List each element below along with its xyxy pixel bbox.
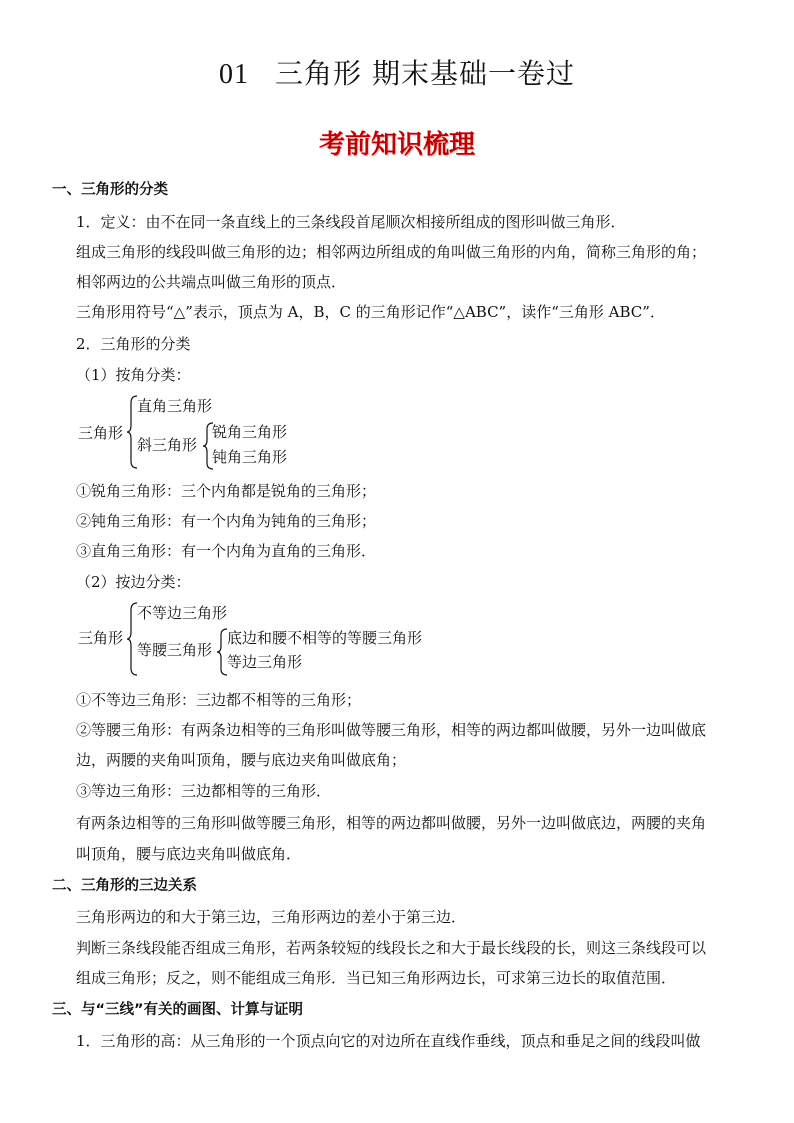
paragraph-line: 三角形两边的和大于第三边，三角形两边的差小于第三边．	[76, 908, 467, 926]
paragraph-line: 2．三角形的分类	[76, 335, 191, 353]
paragraph-line: （1）按角分类：	[76, 366, 191, 384]
tree-leaf-label: 锐角三角形	[212, 423, 288, 441]
title-number: 01	[219, 59, 250, 90]
paragraph-line: 相邻两边的公共端点叫做三角形的顶点．	[76, 273, 347, 291]
section-heading-classification: 一、三角形的分类	[52, 182, 168, 198]
side-note: ②等腰三角形：有两条边相等的三角形叫做等腰三角形，相等的两边都叫做腰，另外一边叫做底	[76, 721, 707, 739]
tree-node-label: 等腰三角形	[137, 641, 213, 659]
tree-node-label: 不等边三角形	[137, 604, 228, 622]
angle-note: ③直角三角形：有一个内角为直角的三角形．	[76, 542, 377, 560]
paragraph-line: 组成三角形的线段叫做三角形的边；相邻两边所组成的角叫做三角形的内角，简称三角形的角；	[76, 243, 707, 261]
tree-leaf-label: 底边和腰不相等的等腰三角形	[227, 629, 423, 647]
paragraph-line: 1．三角形的高：从三角形的一个顶点向它的对边所在直线作垂线，顶点和垂足之间的线段叫做	[76, 1032, 701, 1050]
side-note: ③等边三角形：三边都相等的三角形．	[76, 782, 332, 800]
tree-node-label: 斜三角形	[137, 436, 198, 454]
subtitle-banner: 考前知识梳理	[318, 130, 475, 160]
title-text: 三角形 期末基础一卷过	[275, 57, 575, 90]
paragraph-line: 三角形用符号“△”表示，顶点为 A，B，C 的三角形记作“△ABC”，读作“三角形 ABC”．	[76, 303, 665, 321]
tree-leaf-label: 等边三角形	[227, 653, 303, 671]
section-heading-three-sides: 二、三角形的三边关系	[52, 878, 197, 894]
paragraph-line: 1．定义：由不在同一条直线上的三条线段首尾顺次相接所组成的图形叫做三角形．	[76, 213, 626, 231]
tree-root-label: 三角形	[78, 424, 124, 442]
angle-note: ①锐角三角形：三个内角都是锐角的三角形；	[76, 482, 377, 500]
paragraph-line: （2）按边分类：	[76, 573, 191, 591]
angle-note: ②钝角三角形：有一个内角为钝角的三角形；	[76, 512, 377, 530]
section-heading-three-lines: 三、与“三线”有关的画图、计算与证明	[52, 1002, 304, 1018]
tree-leaf-label: 钝角三角形	[212, 448, 288, 466]
paragraph-line: 组成三角形；反之，则不能组成三角形．当已知三角形两边长，可求第三边长的取值范围．	[76, 969, 677, 987]
side-note: 边，两腰的夹角叫顶角，腰与底边夹角叫做底角；	[76, 751, 407, 769]
side-note: ①不等边三角形：三边都不相等的三角形；	[76, 691, 362, 709]
paragraph-line: 判断三条线段能否组成三角形，若两条较短的线段长之和大于最长线段的长，则这三条线段可以	[76, 939, 707, 957]
side-note: 有两条边相等的三角形叫做等腰三角形，相等的两边都叫做腰，另外一边叫做底边，两腰的夹角	[76, 814, 707, 832]
tree-node-label: 直角三角形	[137, 397, 213, 415]
document-title	[0, 52, 794, 92]
tree-root-label: 三角形	[78, 629, 124, 647]
side-note: 叫顶角，腰与底边夹角叫做底角．	[76, 845, 302, 863]
